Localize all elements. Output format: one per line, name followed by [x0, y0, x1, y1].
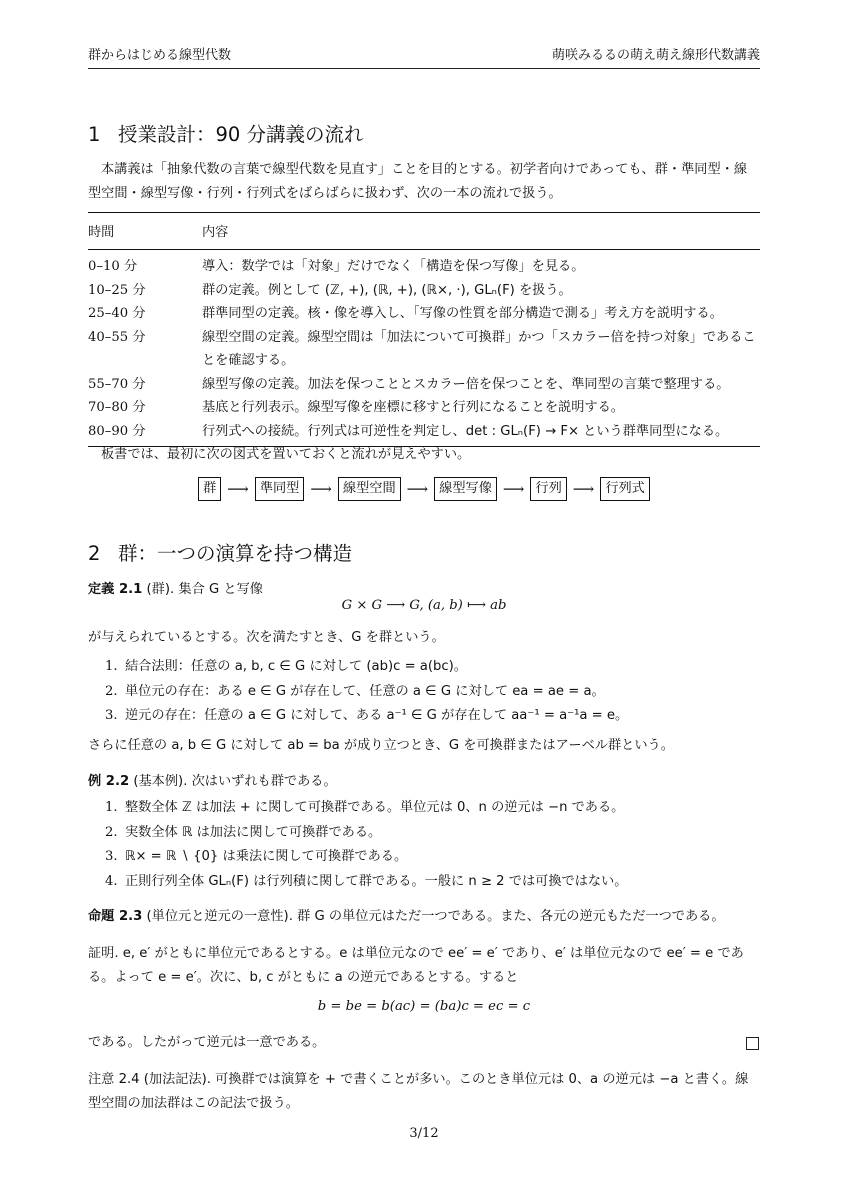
table-header-row	[88, 213, 760, 250]
example-name: (基本例).	[133, 774, 188, 789]
proof-conclusion: である。したがって逆元は一意である。	[88, 1035, 326, 1050]
row-time: 80–90 分	[88, 420, 202, 447]
row-content: 群準同型の定義。核・像を導入し、「写像の性質を部分構造で測る」考え方を説明する。	[202, 306, 723, 321]
remark-label: 注意 2.4	[88, 1072, 140, 1087]
proposition-2-3	[88, 905, 760, 929]
list-item: 3. 逆元の存在：任意の a ∈ G に対して、ある a⁻¹ ∈ G が存在して aa⁻¹ = a⁻¹a = e。	[105, 708, 629, 723]
definition-name: (群).	[146, 582, 175, 597]
proposition-label: 命題 2.3	[88, 909, 143, 924]
proposition-name: (単位元と逆元の一意性).	[146, 909, 293, 924]
proof	[88, 942, 760, 990]
flow-box-linear-map: 線型写像	[434, 477, 497, 501]
table-row	[88, 302, 760, 326]
list-item: 1. 整数全体 ℤ は加法 + に関して可換群である。単位元は 0、n の逆元は −n である。	[105, 800, 625, 815]
list-item: 3. ℝ× = ℝ ∖ {0} は乗法に関して可換群である。	[105, 849, 408, 864]
row-content: 線型写像の定義。加法を保つこととスカラー倍を保つことを、準同型の言葉で整理する。	[202, 376, 730, 392]
flow-box-vector-space: 線型空間	[338, 477, 401, 501]
definition-display-formula: G × G ⟶ G, (a, b) ⟼ ab	[341, 598, 507, 613]
table-row	[88, 250, 760, 279]
proposition-text: 群 G の単位元はただ一つである。また、各元の逆元もただ一つである。	[297, 909, 725, 924]
header-book-title: 群からはじめる線型代数	[88, 48, 232, 63]
proof-text: e, e′ がともに単位元であるとする。e は単位元なので ee′ = e′ であり、e′ は単位元なので ee′ = e である。よって e = e′。次に、b, c がともに a の逆元であるとする。すると	[88, 946, 744, 985]
table-row	[88, 373, 760, 397]
abelian-definition: さらに任意の a, b ∈ G に対して ab = ba が成り立つとき、G を可換群またはアーベル群という。	[88, 738, 674, 753]
proof-display-formula: b = be = b(ac) = (ba)c = ec = c	[317, 999, 531, 1014]
page-number: 3/12	[409, 1126, 439, 1141]
flow-arrow: ⟶	[406, 480, 429, 498]
table-row	[88, 326, 760, 373]
list-item: 1. 結合法則：任意の a, b, c ∈ G に対して (ab)c = a(bc)。	[105, 659, 467, 674]
section-1-title: 授業設計：90 分講義の流れ	[118, 123, 364, 146]
lecture-plan-table	[88, 212, 760, 447]
flow-arrow: ⟶	[572, 480, 595, 498]
row-content: 群の定義。例として (ℤ, +), (ℝ, +), (ℝ×, ·), GLₙ(F) を扱う。	[202, 282, 572, 298]
row-content: 線型空間の定義。線型空間は「加法について可換群」かつ「スカラー倍を持つ対象」であることを確認する。	[202, 329, 756, 368]
examples-list	[88, 796, 760, 894]
group-axioms-list	[88, 655, 760, 729]
flow-box-group: 群	[198, 477, 221, 501]
section-2-heading	[88, 538, 352, 566]
section-1-intro: 本講義は「抽象代数の言葉で線型代数を見直す」ことを目的とする。初学者向けであっても、群・準同型・線型空間・線型写像・行列・行列式をばらばらに扱わず、次の一本の流れで扱う。	[88, 162, 748, 201]
section-2-title: 群：一つの演算を持つ構造	[118, 542, 353, 565]
flow-box-homomorphism: 準同型	[255, 477, 305, 501]
header-content: 内容	[202, 213, 760, 250]
concept-flow-diagram	[0, 477, 848, 501]
flow-arrow: ⟶	[310, 480, 332, 498]
remark-text: (加法記法). 可換群では演算を + で書くことが多い。このとき単位元は 0、a の逆元は −a と書く。線型空間の加法群はこの記法で扱う。	[88, 1072, 749, 1111]
row-content: 導入：数学では「対象」だけでなく「構造を保つ写像」を見る。	[202, 259, 585, 274]
row-time: 0–10 分	[88, 259, 138, 274]
section-2-number: 2	[88, 542, 101, 565]
header-time: 時間	[88, 213, 202, 250]
row-content: 行列式への接続。行列式は可逆性を判定し、det : GLₙ(F) → F× という群準同型になる。	[202, 420, 760, 447]
remark-2-4	[88, 1068, 760, 1116]
row-content: 基底と行列表示。線型写像を座標に移すと行列になることを説明する。	[202, 400, 624, 415]
qed-box-icon	[746, 1037, 759, 1050]
flow-arrow: ⟶	[502, 480, 525, 498]
table-row	[88, 279, 760, 303]
list-item: 4. 正則行列全体 GLₙ(F) は行列積に関して群である。一般に n ≥ 2 では可換ではない。	[105, 873, 628, 889]
definition-text: 集合 G と写像	[178, 582, 263, 597]
header-lecture-title: 萌咲みるるの萌え萌え線形代数講義	[551, 48, 760, 63]
table-row	[88, 396, 760, 420]
proof-label: 証明.	[88, 946, 119, 961]
running-header	[88, 44, 760, 69]
row-time: 70–80 分	[88, 400, 146, 415]
row-time: 25–40 分	[88, 306, 146, 321]
flow-box-matrix: 行列	[530, 477, 566, 501]
row-time: 10–25 分	[88, 282, 146, 298]
example-text: 次はいずれも群である。	[191, 774, 337, 789]
example-label: 例 2.2	[88, 774, 130, 789]
row-time: 40–55 分	[88, 329, 146, 345]
flow-box-determinant: 行列式	[600, 477, 650, 501]
section-1-number: 1	[88, 123, 101, 146]
definition-continuation: が与えられているとする。次を満たすとき、G を群という。	[88, 630, 445, 645]
flow-arrow: ⟶	[227, 480, 249, 498]
definition-label: 定義 2.1	[88, 582, 143, 597]
example-2-2	[88, 770, 760, 794]
section-1-heading	[88, 119, 364, 147]
row-time: 55–70 分	[88, 376, 146, 392]
list-item: 2. 単位元の存在：ある e ∈ G が存在して、任意の a ∈ G に対して ea = ae = a。	[105, 683, 605, 699]
list-item: 2. 実数全体 ℝ は加法に関して可換群である。	[105, 824, 382, 840]
board-note: 板書では、最初に次の図式を置いておくと流れが見えやすい。	[101, 447, 471, 462]
